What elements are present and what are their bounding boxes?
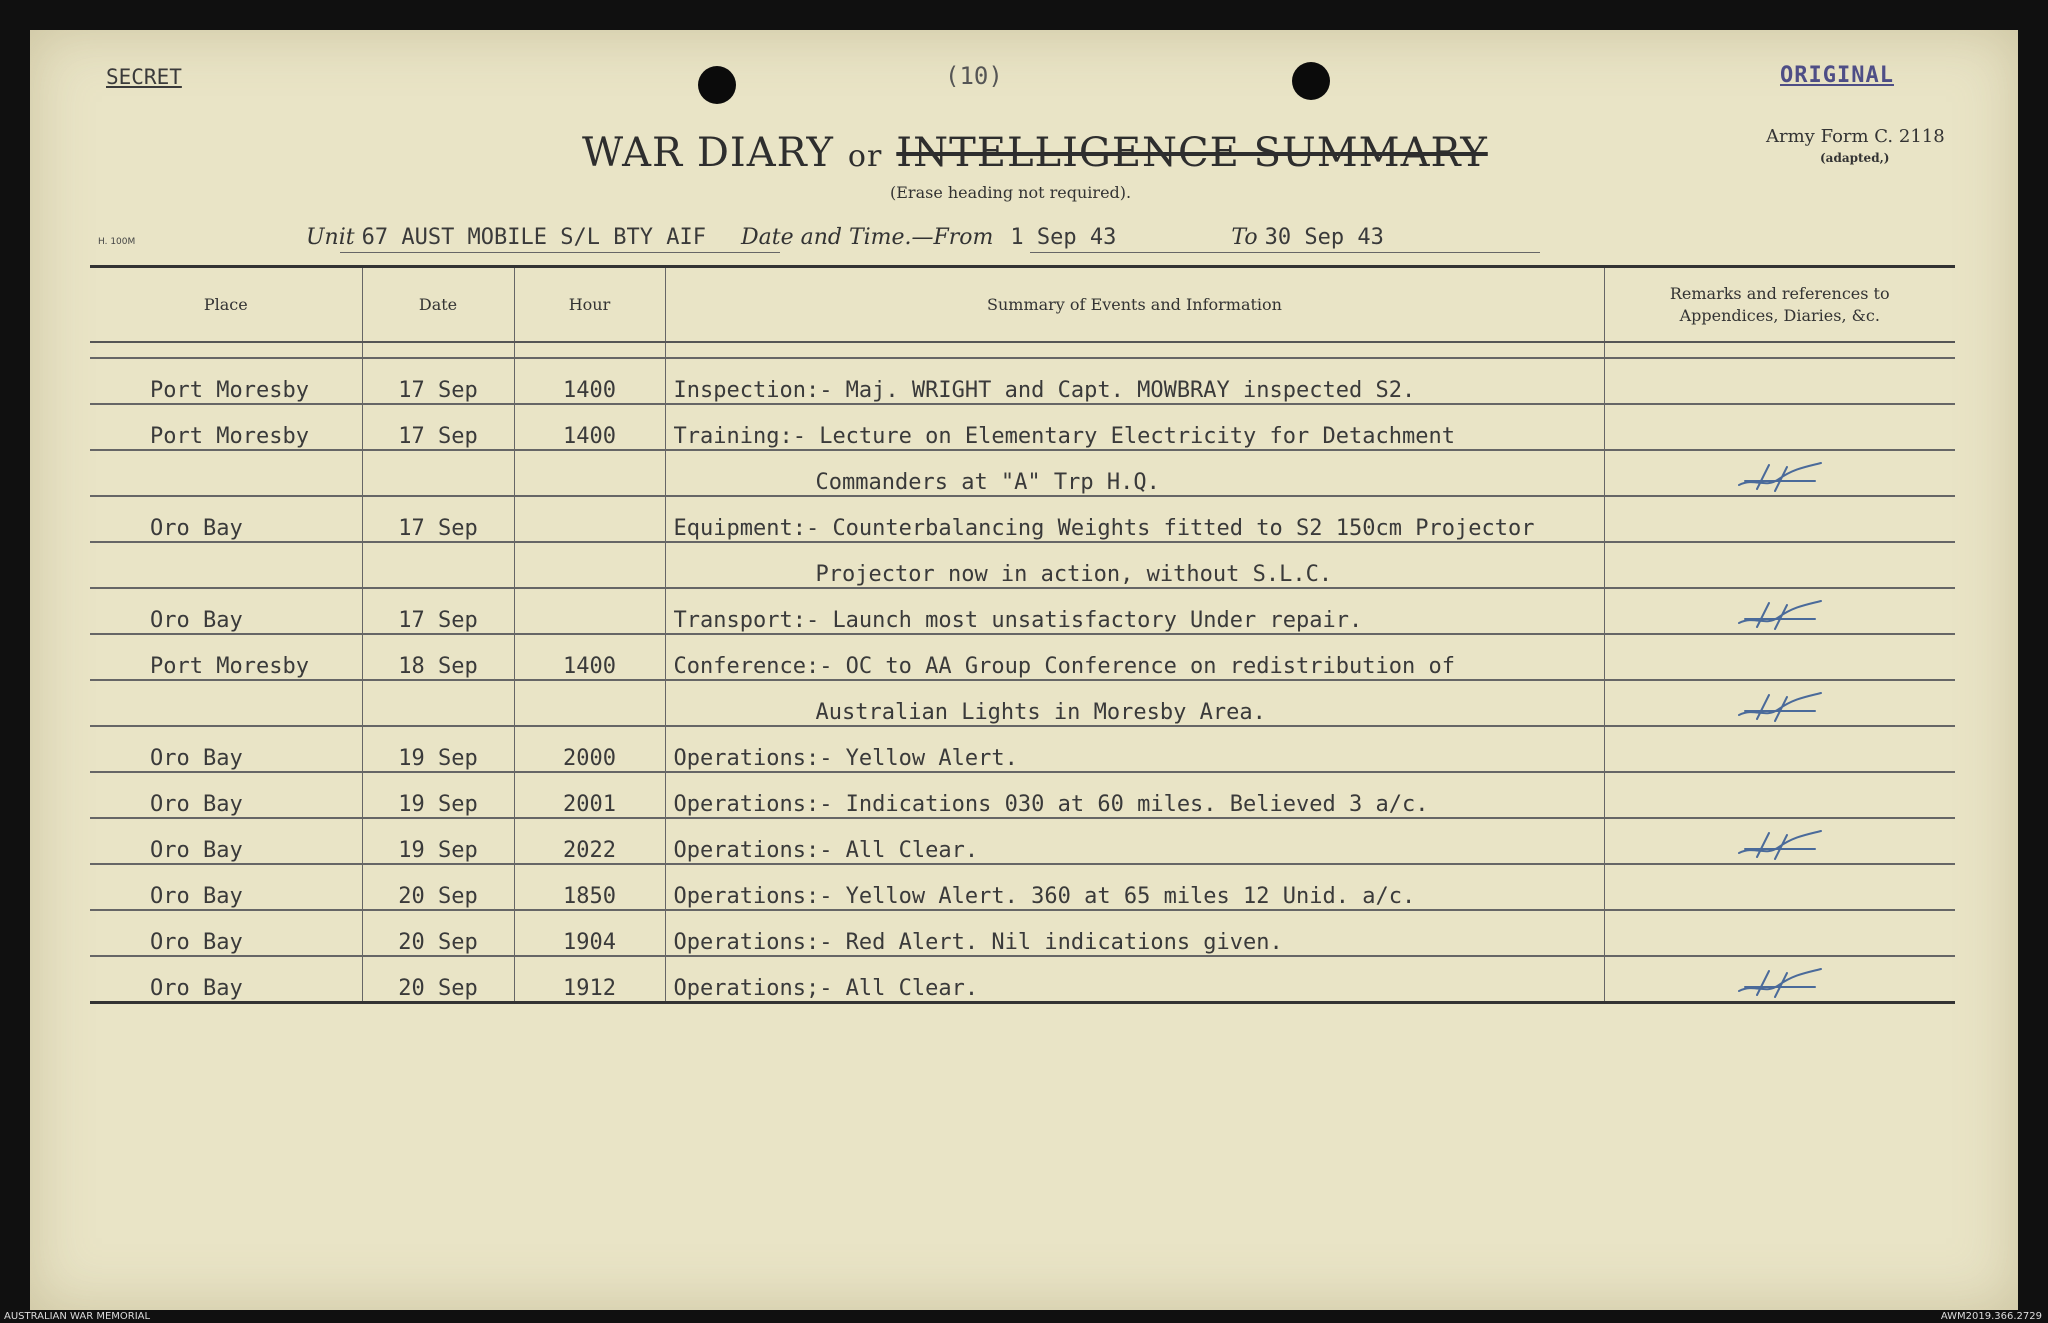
remarks-cell xyxy=(1604,588,1955,634)
place-cell: Port Moresby xyxy=(90,634,362,680)
erase-note: (Erase heading not required). xyxy=(890,183,1132,202)
table-row xyxy=(90,680,1955,726)
place-cell: Oro Bay xyxy=(90,588,362,634)
remarks-cell xyxy=(1604,542,1955,588)
date-cell: 20 Sep xyxy=(362,956,514,1003)
place-cell: Oro Bay xyxy=(90,772,362,818)
unit-underline xyxy=(340,252,780,253)
handwritten-initials-icon xyxy=(1735,689,1825,725)
hour-cell xyxy=(514,588,665,634)
diary-entries xyxy=(90,342,1955,1003)
table-row xyxy=(90,358,1955,404)
table-row xyxy=(90,726,1955,772)
page-number: (10) xyxy=(945,62,1003,90)
summary-cell: Projector now in action, without S.L.C. xyxy=(665,542,1604,588)
from-value: 1 Sep 43 xyxy=(1010,225,1117,250)
summary-cell: Operations:- All Clear. xyxy=(665,818,1604,864)
date-cell: 19 Sep xyxy=(362,726,514,772)
unit-label: Unit xyxy=(306,225,355,250)
handwritten-initials-icon xyxy=(1735,965,1825,1001)
remarks-cell xyxy=(1604,634,1955,680)
date-cell: 17 Sep xyxy=(362,358,514,404)
diary-sheet xyxy=(30,30,2018,1310)
date-cell: 20 Sep xyxy=(362,864,514,910)
unit-date-line xyxy=(306,225,1384,250)
summary-cell: Inspection:- Maj. WRIGHT and Capt. MOWBRAY inspected S2. xyxy=(665,358,1604,404)
remarks-cell xyxy=(1604,956,1955,1003)
title-war-diary: WAR DIARY xyxy=(582,130,834,176)
place-cell xyxy=(90,542,362,588)
date-cell: 17 Sep xyxy=(362,588,514,634)
summary-cell: Training:- Lecture on Elementary Electricity for Detachment xyxy=(665,404,1604,450)
column-header-hour: Hour xyxy=(514,267,665,343)
hour-cell: 2022 xyxy=(514,818,665,864)
place-cell: Oro Bay xyxy=(90,818,362,864)
remarks-cell xyxy=(1604,726,1955,772)
summary-cell: Operations;- All Clear. xyxy=(665,956,1604,1003)
date-cell: 19 Sep xyxy=(362,772,514,818)
summary-cell: Conference:- OC to AA Group Conference on redistribution of xyxy=(665,634,1604,680)
adapted-note: (adapted,) xyxy=(1820,151,1890,165)
table-row xyxy=(90,864,1955,910)
war-diary-table xyxy=(90,265,1955,1004)
title-or: or xyxy=(847,139,883,174)
hour-cell xyxy=(514,450,665,496)
table-header-row xyxy=(90,267,1955,343)
classification-label: SECRET xyxy=(106,65,182,89)
table-row xyxy=(90,542,1955,588)
table-row xyxy=(90,956,1955,1003)
remarks-cell xyxy=(1604,864,1955,910)
hour-cell: 1850 xyxy=(514,864,665,910)
table-row xyxy=(90,818,1955,864)
institution-credit: AUSTRALIAN WAR MEMORIAL xyxy=(4,1311,151,1322)
original-stamp: ORIGINAL xyxy=(1780,63,1894,88)
form-title xyxy=(582,130,1488,176)
place-cell: Oro Bay xyxy=(90,864,362,910)
remarks-cell xyxy=(1604,358,1955,404)
army-form-number: Army Form C. 2118 xyxy=(1766,126,1945,147)
hour-cell: 1912 xyxy=(514,956,665,1003)
summary-cell: Commanders at "A" Trp H.Q. xyxy=(665,450,1604,496)
date-cell xyxy=(362,542,514,588)
date-cell xyxy=(362,450,514,496)
place-cell: Oro Bay xyxy=(90,910,362,956)
print-code: H. 100M xyxy=(98,237,136,247)
hour-cell xyxy=(514,680,665,726)
date-cell: 19 Sep xyxy=(362,818,514,864)
punch-hole-right xyxy=(1292,62,1330,100)
place-cell xyxy=(90,450,362,496)
summary-cell: Equipment:- Counterbalancing Weights fitted to S2 150cm Projector xyxy=(665,496,1604,542)
to-value: 30 Sep 43 xyxy=(1264,225,1384,250)
hour-cell xyxy=(514,542,665,588)
place-cell: Oro Bay xyxy=(90,726,362,772)
remarks-cell xyxy=(1604,680,1955,726)
date-underline xyxy=(1030,252,1540,253)
spacer-row xyxy=(90,342,1955,358)
place-cell: Oro Bay xyxy=(90,956,362,1003)
title-struck: INTELLIGENCE SUMMARY xyxy=(896,130,1488,176)
remarks-cell xyxy=(1604,450,1955,496)
place-cell: Port Moresby xyxy=(90,358,362,404)
summary-cell: Operations:- Red Alert. Nil indications given. xyxy=(665,910,1604,956)
catalogue-reference: AWM2019.366.2729 xyxy=(1940,1311,2042,1322)
table-row xyxy=(90,588,1955,634)
unit-value: 67 AUST MOBILE S/L BTY AIF xyxy=(361,225,706,250)
summary-cell: Australian Lights in Moresby Area. xyxy=(665,680,1604,726)
column-header-date: Date xyxy=(362,267,514,343)
table-row xyxy=(90,910,1955,956)
date-cell: 20 Sep xyxy=(362,910,514,956)
date-cell: 17 Sep xyxy=(362,496,514,542)
to-label: To xyxy=(1231,225,1258,250)
handwritten-initials-icon xyxy=(1735,827,1825,863)
column-header-place: Place xyxy=(90,267,362,343)
punch-hole-left xyxy=(698,66,736,104)
remarks-cell xyxy=(1604,496,1955,542)
table-row xyxy=(90,496,1955,542)
summary-cell: Operations:- Yellow Alert. 360 at 65 miles 12 Unid. a/c. xyxy=(665,864,1604,910)
hour-cell: 2001 xyxy=(514,772,665,818)
date-label: Date and Time.—From xyxy=(740,225,994,250)
hour-cell: 1400 xyxy=(514,634,665,680)
column-header-remarks: Remarks and references to Appendices, Diaries, &c. xyxy=(1604,267,1955,343)
column-header-summary: Summary of Events and Information xyxy=(665,267,1604,343)
hour-cell xyxy=(514,496,665,542)
place-cell: Oro Bay xyxy=(90,496,362,542)
place-cell xyxy=(90,680,362,726)
handwritten-initials-icon xyxy=(1735,597,1825,633)
remarks-cell xyxy=(1604,910,1955,956)
table-row xyxy=(90,772,1955,818)
place-cell: Port Moresby xyxy=(90,404,362,450)
hour-cell: 2000 xyxy=(514,726,665,772)
table-row xyxy=(90,450,1955,496)
date-cell: 17 Sep xyxy=(362,404,514,450)
remarks-cell xyxy=(1604,772,1955,818)
hour-cell: 1904 xyxy=(514,910,665,956)
hour-cell: 1400 xyxy=(514,404,665,450)
hour-cell: 1400 xyxy=(514,358,665,404)
summary-cell: Operations:- Yellow Alert. xyxy=(665,726,1604,772)
summary-cell: Transport:- Launch most unsatisfactory Under repair. xyxy=(665,588,1604,634)
date-cell xyxy=(362,680,514,726)
table-row xyxy=(90,404,1955,450)
table-row xyxy=(90,634,1955,680)
handwritten-initials-icon xyxy=(1735,459,1825,495)
remarks-cell xyxy=(1604,818,1955,864)
summary-cell: Operations:- Indications 030 at 60 miles. Believed 3 a/c. xyxy=(665,772,1604,818)
remarks-cell xyxy=(1604,404,1955,450)
date-cell: 18 Sep xyxy=(362,634,514,680)
